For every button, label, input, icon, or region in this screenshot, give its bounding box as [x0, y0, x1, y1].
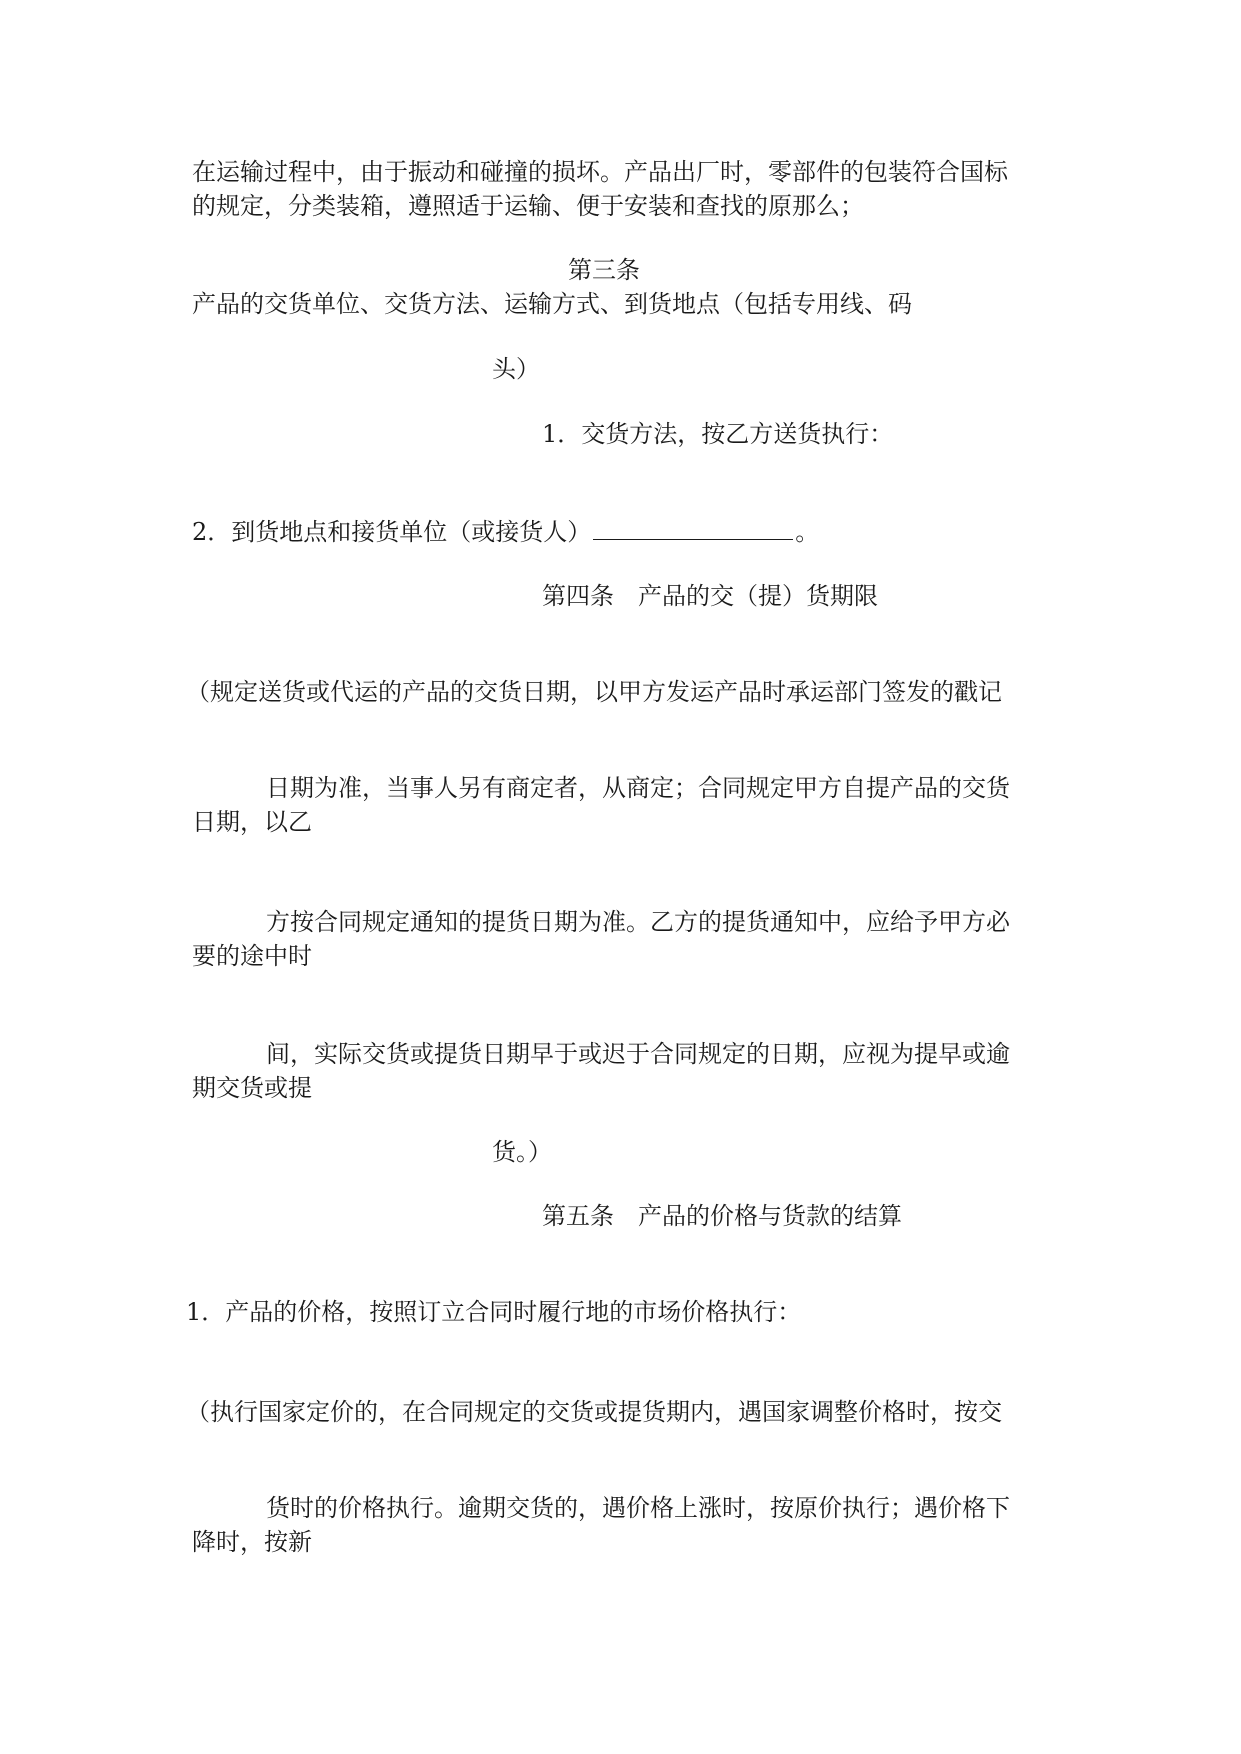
article-3-heading: 第三条	[568, 256, 640, 284]
paragraph-line: （执行国家定价的，在合同规定的交货或提货期内，遇国家调整价格时，按交	[186, 1398, 1002, 1426]
article-3-item-2	[192, 516, 819, 550]
article-5-item-1: 1．产品的价格，按照订立合同时履行地的市场价格执行：	[186, 1298, 802, 1326]
paragraph-line: 要的途中时	[192, 942, 312, 970]
paragraph-line: 期交货或提	[192, 1074, 312, 1102]
paragraph-line: 日期，以乙	[192, 808, 312, 836]
paragraph-line: 货。）	[492, 1138, 552, 1166]
paragraph-line: 间，实际交货或提货日期早于或迟于合同规定的日期，应视为提早或逾	[266, 1040, 1010, 1068]
paragraph-line: 的规定，分类装箱，遵照适于运输、便于安装和查找的原那么；	[192, 192, 864, 220]
paragraph-line: 降时，按新	[192, 1528, 312, 1556]
article-3-item-1: 1．交货方法，按乙方送货执行：	[542, 420, 894, 448]
paragraph-line: 货时的价格执行。逾期交货的，遇价格上涨时，按原价执行；遇价格下	[266, 1494, 1010, 1522]
article-3-title: 产品的交货单位、交货方法、运输方式、到货地点（包括专用线、码	[192, 290, 912, 318]
paragraph-line: 在运输过程中，由于振动和碰撞的损坏。产品出厂时，零部件的包装符合国标	[192, 158, 1008, 186]
paragraph-line: 方按合同规定通知的提货日期为准。乙方的提货通知中，应给予甲方必	[266, 908, 1010, 936]
article-3-title-continued: 头）	[492, 355, 540, 383]
fill-in-blank	[593, 521, 793, 540]
article-4-heading: 第四条 产品的交（提）货期限	[542, 582, 878, 610]
article-3-item-2-end: 。	[795, 518, 820, 546]
article-3-item-2-label: 2．到货地点和接货单位（或接货人）	[192, 518, 592, 546]
article-5-heading: 第五条 产品的价格与货款的结算	[542, 1202, 902, 1230]
paragraph-line: 日期为准，当事人另有商定者，从商定；合同规定甲方自提产品的交货	[266, 774, 1010, 802]
paragraph-line: （规定送货或代运的产品的交货日期，以甲方发运产品时承运部门签发的戳记	[186, 678, 1002, 706]
